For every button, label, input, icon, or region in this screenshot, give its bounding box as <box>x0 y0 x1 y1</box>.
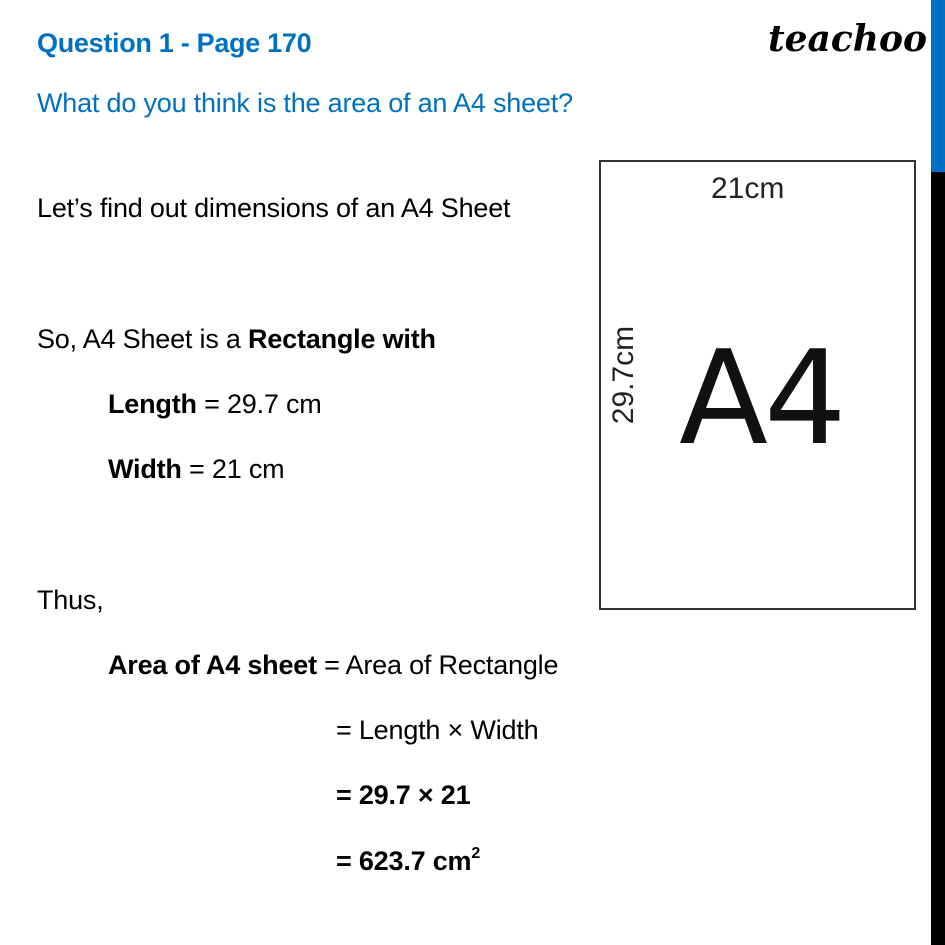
width-line <box>108 454 284 485</box>
a4-length-label: 29.7cm <box>607 325 640 425</box>
length-value: = 29.7 cm <box>196 389 322 419</box>
sidebar-accent-black <box>931 172 945 945</box>
area-unit-superscript: 2 <box>471 845 481 862</box>
area-step-4: = 623.7 cm <box>336 846 472 876</box>
rectangle-statement <box>37 324 436 355</box>
a4-width-label: 21cm <box>711 172 785 205</box>
question-title: Question 1 - Page 170 <box>37 28 312 58</box>
area-step-2: = Length × Width <box>336 715 539 745</box>
length-line <box>108 389 322 420</box>
statement-bold: Rectangle with <box>248 324 436 354</box>
a4-sheet-diagram <box>599 160 916 610</box>
area-step-3: = 29.7 × 21 <box>336 780 471 810</box>
sidebar-accent-blue <box>931 0 945 172</box>
intro-text: Let’s find out dimensions of an A4 Sheet <box>37 193 511 223</box>
thus-text: Thus, <box>37 585 104 615</box>
teachoo-logo: teachoo <box>768 18 927 60</box>
area-label: Area of A4 sheet <box>108 650 317 680</box>
area-step-1: = Area of Rectangle <box>316 650 559 680</box>
area-line-1 <box>108 650 558 681</box>
a4-big-label: A4 <box>679 322 843 474</box>
area-result <box>336 845 480 877</box>
statement-prefix: So, A4 Sheet is a <box>37 324 249 354</box>
length-label: Length <box>108 389 197 419</box>
width-value: = 21 cm <box>181 454 285 484</box>
width-label: Width <box>108 454 182 484</box>
question-text: What do you think is the area of an A4 sheet? <box>37 88 573 118</box>
